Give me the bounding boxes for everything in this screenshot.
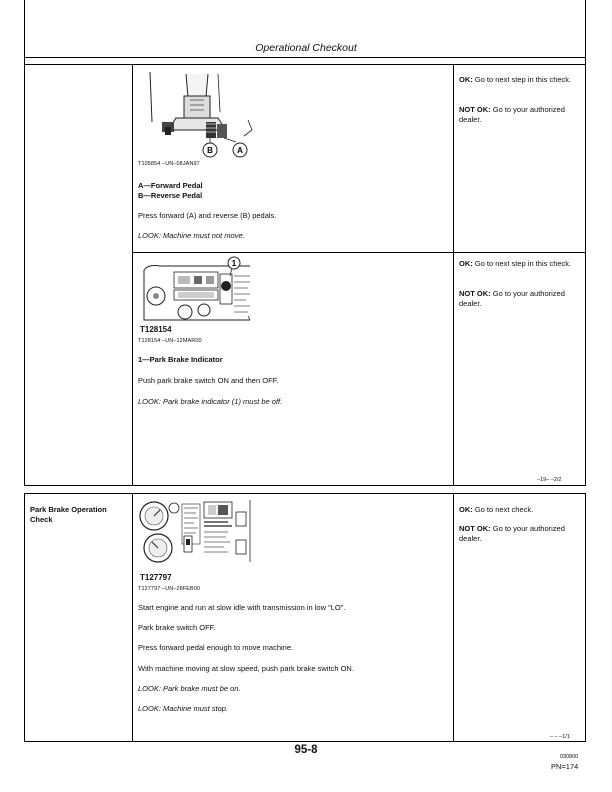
look-text: LOOK: Park brake indicator (1) must be off. (138, 397, 283, 406)
callout-b: B (207, 146, 213, 155)
figure-caption: T105854 –UN–08JAN97 (138, 161, 200, 167)
section2-left-rule (24, 493, 25, 742)
instruction-text: Park brake switch OFF. (138, 623, 216, 632)
gauge-panel-illustration (138, 498, 254, 572)
section-ref: – – –1/1 (550, 734, 570, 740)
section1-bottom-rule (24, 485, 586, 486)
section1-top-rule (24, 64, 586, 65)
section2-bottom-rule (24, 741, 586, 742)
pedal-illustration (148, 72, 260, 162)
instruction-text: Start engine and run at slow idle with transmission in low "LO". (138, 603, 346, 612)
header-bottom-rule (24, 57, 586, 58)
legend-reverse-pedal: B—Reverse Pedal (138, 191, 203, 200)
legend-park-brake-indicator: 1—Park Brake Indicator (138, 355, 223, 364)
section2-top-rule (24, 493, 586, 494)
header-left-rule (24, 0, 25, 64)
header-right-rule (585, 0, 586, 64)
instruction-text: With machine moving at slow speed, push park brake switch ON. (138, 664, 354, 673)
step1-ok: OK: Go to next step in this check. (459, 75, 572, 84)
section1-right-rule (585, 64, 586, 486)
legend-forward-pedal: A—Forward Pedal (138, 181, 203, 190)
section2-ok: OK: Go to next check. (459, 505, 534, 514)
step2-not-ok: NOT OK: Go to your authorized dealer. (459, 289, 565, 308)
section1-col-divider-left (132, 64, 133, 486)
park-brake-panel-illustration (138, 256, 253, 332)
look-text: LOOK: Machine must stop. (138, 704, 229, 713)
instruction-text: Press forward pedal enough to move machine. (138, 643, 294, 652)
page-title: Operational Checkout (255, 42, 357, 54)
page-number: 95-8 (294, 744, 318, 756)
section1-col-divider-right (453, 64, 454, 486)
section2-not-ok: NOT OK: Go to your authorized dealer. (459, 524, 565, 543)
doc-code: 030800 (560, 754, 579, 760)
step1-not-ok: NOT OK: Go to your authorized dealer. (459, 105, 565, 124)
figure-id: T127797 (140, 573, 172, 582)
section2-col-divider-right (453, 493, 454, 742)
section2-right-rule (585, 493, 586, 742)
look-text: LOOK: Park brake must be on. (138, 684, 241, 693)
figure-caption: T128154 –UN–12MAR00 (138, 338, 202, 344)
section1-step-divider (132, 252, 585, 253)
figure-id: T128154 (140, 325, 172, 334)
look-text: LOOK: Machine must not move. (138, 231, 245, 240)
step2-ok: OK: Go to next step in this check. (459, 259, 572, 268)
section-title: Park Brake Operation Check (30, 505, 107, 524)
instruction-text: Push park brake switch ON and then OFF. (138, 376, 279, 385)
pn-number: PN=174 (551, 762, 579, 771)
figure-caption: T127797 –UN–28FEB00 (138, 586, 201, 592)
section1-left-rule (24, 64, 25, 486)
callout-1: 1 (231, 259, 237, 268)
callout-a: A (237, 146, 243, 155)
section2-col-divider-left (132, 493, 133, 742)
section-ref: –19– –2/2 (537, 477, 562, 483)
instruction-text: Press forward (A) and reverse (B) pedals. (138, 211, 277, 220)
